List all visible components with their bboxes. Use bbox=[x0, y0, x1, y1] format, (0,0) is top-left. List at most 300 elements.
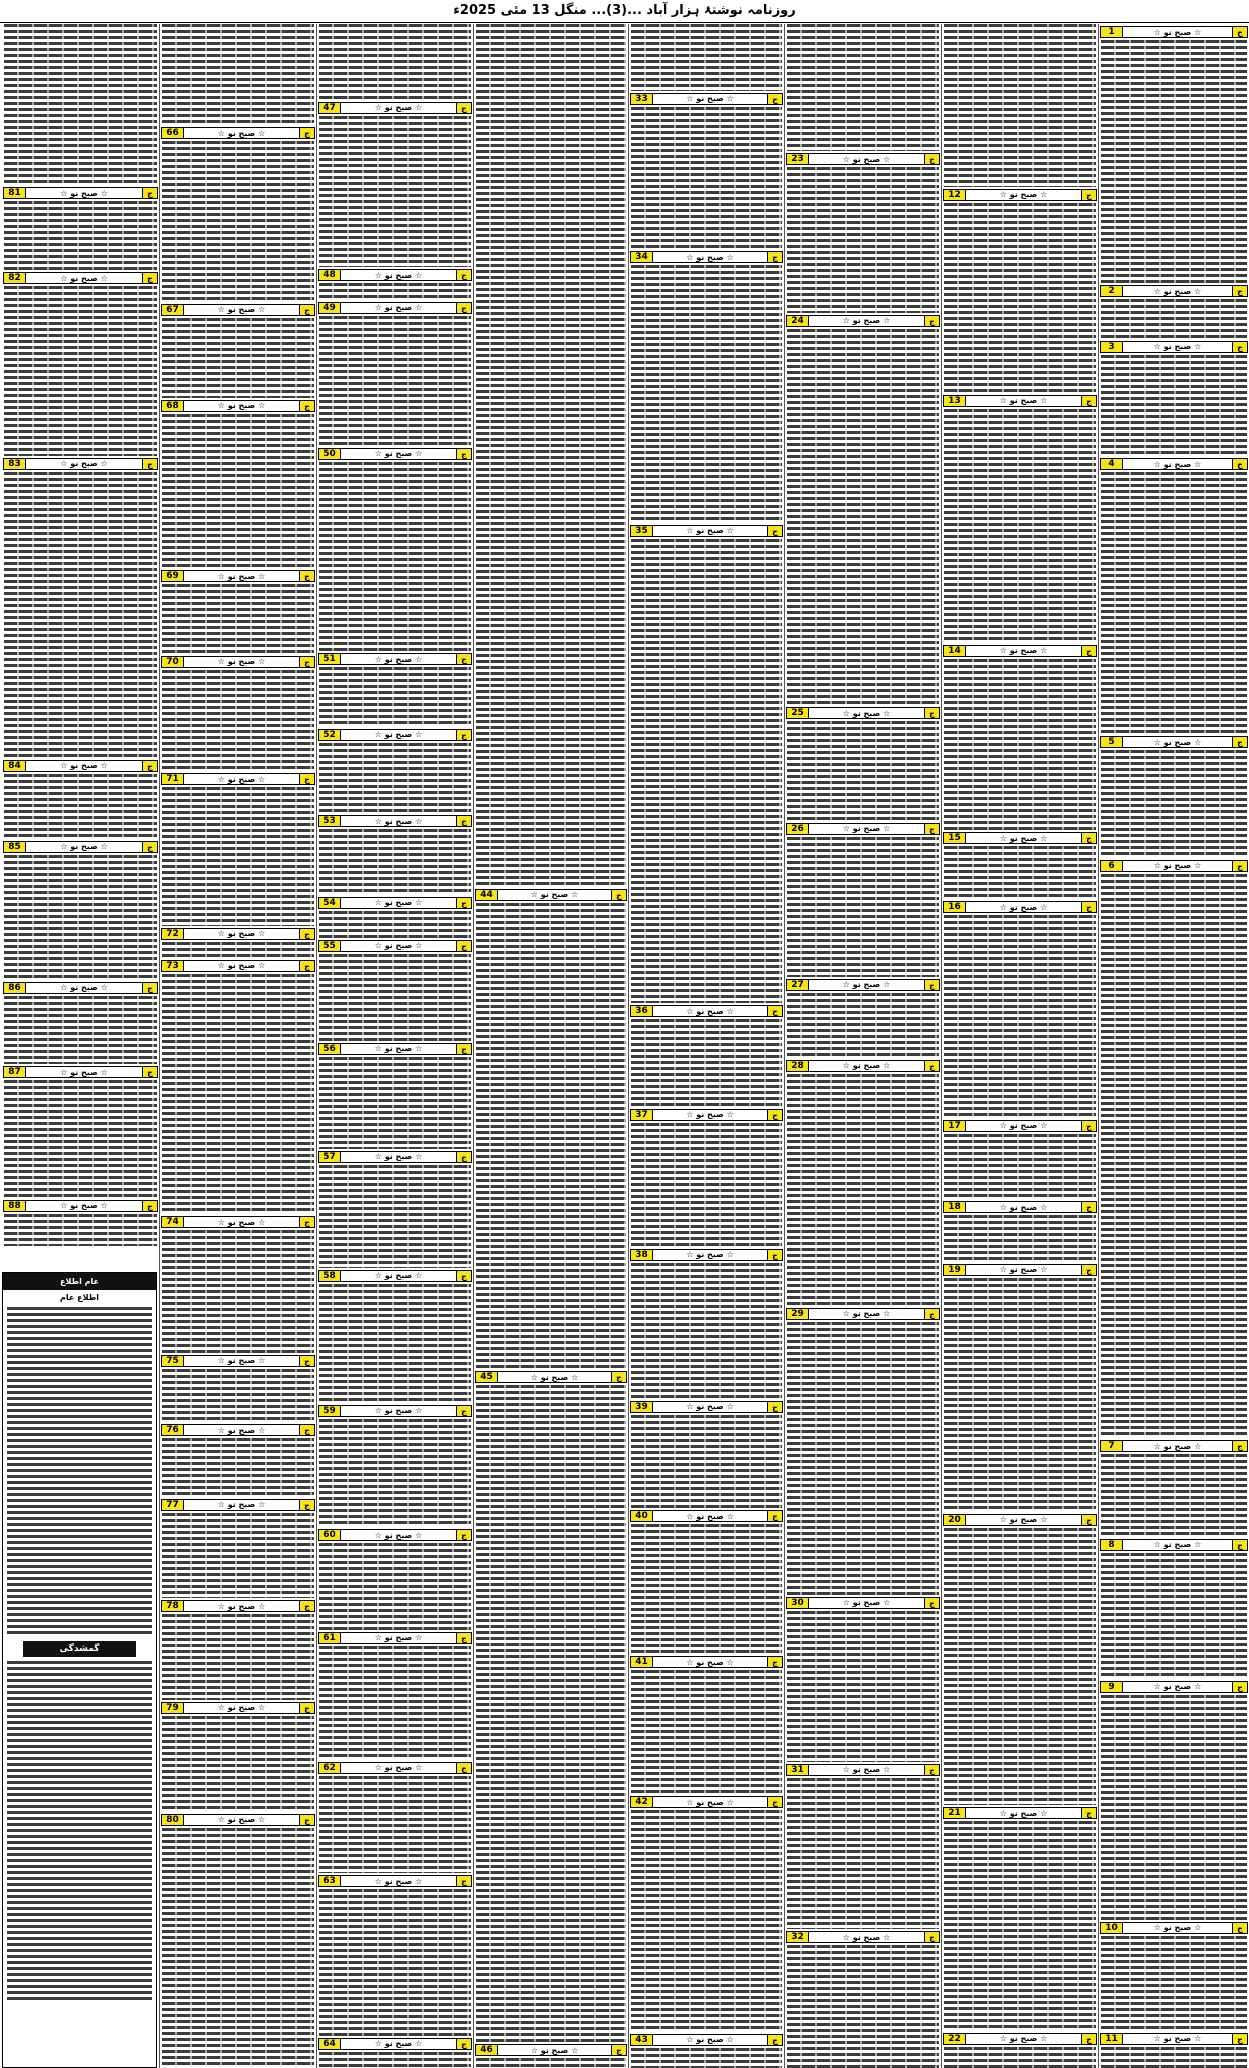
ad-title: عام اطلاع bbox=[3, 1273, 156, 1290]
item-number-badge: 53 bbox=[319, 816, 341, 826]
item-body-text bbox=[162, 1828, 314, 2068]
item-tag-badge: ج bbox=[456, 1633, 471, 1643]
news-item bbox=[160, 24, 316, 125]
item-brand-label: ☆ صبح نو ☆ bbox=[530, 890, 579, 900]
item-brand-label: ☆ صبح نو ☆ bbox=[842, 824, 891, 834]
item-brand-label: ☆ صبح نو ☆ bbox=[217, 401, 266, 411]
item-body-text bbox=[631, 107, 782, 249]
item-header bbox=[630, 1005, 783, 1017]
item-body-text bbox=[631, 1670, 782, 1794]
item-brand-label: ☆ صبح نو ☆ bbox=[686, 1657, 734, 1667]
item-tag-badge: ج bbox=[767, 252, 782, 262]
item-tag-badge: ج bbox=[456, 1406, 471, 1416]
item-number-badge: 67 bbox=[162, 305, 184, 315]
item-number-badge: 3 bbox=[1101, 342, 1123, 352]
item-number-badge: 58 bbox=[319, 1271, 341, 1281]
item-brand-label: ☆ صبح نو ☆ bbox=[374, 1271, 423, 1281]
item-number-badge: 25 bbox=[787, 708, 809, 718]
item-number-badge: 50 bbox=[319, 449, 341, 459]
item-body-text bbox=[944, 24, 1096, 187]
news-item bbox=[160, 958, 316, 1214]
news-item bbox=[160, 926, 316, 958]
item-header bbox=[943, 1120, 1097, 1132]
item-tag-badge: ج bbox=[299, 1601, 314, 1611]
news-item bbox=[942, 643, 1098, 831]
item-header bbox=[630, 2034, 783, 2046]
item-header bbox=[1100, 458, 1248, 470]
column-rule bbox=[941, 24, 942, 2068]
item-body-text bbox=[162, 1230, 314, 1353]
item-body-text bbox=[162, 318, 314, 398]
news-item bbox=[629, 1654, 784, 1794]
item-body-text bbox=[1101, 874, 1247, 1438]
item-number-badge: 41 bbox=[631, 1657, 653, 1667]
item-header bbox=[943, 645, 1097, 657]
item-tag-badge: ج bbox=[1232, 1682, 1247, 1692]
masthead-rule bbox=[0, 22, 1249, 23]
item-number-badge: 73 bbox=[162, 961, 184, 971]
column-rule bbox=[473, 24, 474, 2068]
item-brand-label: ☆ صبح نو ☆ bbox=[374, 1530, 423, 1540]
item-body-text bbox=[319, 2052, 471, 2068]
item-tag-badge: ج bbox=[767, 94, 782, 104]
news-item bbox=[785, 705, 941, 820]
item-brand-label: ☆ صبح نو ☆ bbox=[842, 1932, 891, 1942]
news-item bbox=[942, 1118, 1098, 1199]
item-body-text bbox=[787, 1074, 939, 1306]
column-rule bbox=[159, 24, 160, 2068]
news-item bbox=[629, 1247, 784, 1399]
item-tag-badge: ج bbox=[456, 654, 471, 664]
item-number-badge: 54 bbox=[319, 898, 341, 908]
item-brand-label: ☆ صبح نو ☆ bbox=[374, 1044, 423, 1054]
item-brand-label: ☆ صبح نو ☆ bbox=[374, 941, 423, 951]
item-body-text bbox=[319, 911, 471, 938]
item-number-badge: 82 bbox=[4, 273, 26, 283]
item-header bbox=[943, 832, 1097, 844]
item-brand-label: ☆ صبح نو ☆ bbox=[374, 816, 423, 826]
item-tag-badge: ج bbox=[924, 1061, 939, 1071]
item-tag-badge: ج bbox=[924, 316, 939, 326]
ad-lost-label: گمشدگی bbox=[23, 1641, 136, 1657]
item-header bbox=[161, 1702, 315, 1714]
item-header bbox=[318, 815, 472, 827]
item-tag-badge: ج bbox=[924, 1932, 939, 1942]
news-item bbox=[942, 2031, 1098, 2068]
item-tag-badge: ج bbox=[456, 1271, 471, 1281]
item-number-badge: 51 bbox=[319, 654, 341, 664]
item-number-badge: 5 bbox=[1101, 737, 1123, 747]
item-body-text bbox=[631, 1524, 782, 1654]
item-tag-badge: ج bbox=[1081, 902, 1096, 912]
item-brand-label: ☆ صبح نو ☆ bbox=[217, 774, 266, 784]
item-tag-badge: ج bbox=[456, 898, 471, 908]
item-header bbox=[1100, 1440, 1248, 1452]
item-number-badge: 76 bbox=[162, 1425, 184, 1435]
item-brand-label: ☆ صبح نو ☆ bbox=[374, 1876, 423, 1886]
item-tag-badge: ج bbox=[142, 188, 157, 198]
item-header bbox=[3, 1066, 158, 1078]
item-brand-label: ☆ صبح نو ☆ bbox=[686, 252, 734, 262]
item-number-badge: 60 bbox=[319, 1530, 341, 1540]
item-header bbox=[1100, 341, 1248, 353]
item-brand-label: ☆ صبح نو ☆ bbox=[1153, 27, 1202, 37]
item-body-text bbox=[1101, 750, 1247, 858]
item-brand-label: ☆ صبح نو ☆ bbox=[842, 1765, 891, 1775]
item-body-text bbox=[631, 1123, 782, 1247]
item-brand-label: ☆ صبح نو ☆ bbox=[374, 2039, 423, 2049]
item-brand-label: ☆ صبح نو ☆ bbox=[217, 1425, 266, 1435]
news-item bbox=[317, 1268, 473, 1403]
item-number-badge: 59 bbox=[319, 1406, 341, 1416]
item-body-text bbox=[162, 1513, 314, 1598]
item-body-text bbox=[1101, 1695, 1247, 1920]
item-brand-label: ☆ صبح نو ☆ bbox=[1153, 459, 1202, 469]
item-brand-label: ☆ صبح نو ☆ bbox=[842, 1309, 891, 1319]
item-body-text bbox=[162, 942, 314, 958]
item-body-text bbox=[476, 903, 626, 1370]
item-tag-badge: ج bbox=[456, 303, 471, 313]
item-tag-badge: ج bbox=[924, 1309, 939, 1319]
news-item bbox=[629, 1399, 784, 1509]
news-item bbox=[942, 899, 1098, 1118]
ad-body-text bbox=[7, 1307, 152, 1637]
item-body-text bbox=[944, 659, 1096, 831]
news-item bbox=[942, 1199, 1098, 1262]
item-brand-label: ☆ صبح نو ☆ bbox=[999, 1515, 1048, 1525]
item-header bbox=[161, 127, 315, 139]
item-tag-badge: ج bbox=[1081, 1202, 1096, 1212]
item-tag-badge: ج bbox=[1081, 646, 1096, 656]
news-item bbox=[2, 839, 159, 980]
item-header bbox=[786, 707, 940, 719]
item-body-text bbox=[787, 167, 939, 313]
item-tag-badge: ج bbox=[299, 1703, 314, 1713]
item-tag-badge: ج bbox=[767, 1006, 782, 1016]
item-header bbox=[161, 960, 315, 972]
item-tag-badge: ج bbox=[456, 1763, 471, 1773]
item-header bbox=[161, 1216, 315, 1228]
item-number-badge: 10 bbox=[1101, 1923, 1123, 1933]
item-body-text bbox=[162, 1438, 314, 1497]
item-tag-badge: ج bbox=[767, 1402, 782, 1412]
news-item bbox=[160, 1598, 316, 1699]
item-header bbox=[161, 773, 315, 785]
item-body-text bbox=[319, 1165, 471, 1268]
news-item bbox=[317, 1873, 473, 2035]
item-body-text bbox=[319, 667, 471, 727]
news-column-1 bbox=[1099, 24, 1249, 2068]
item-body-text bbox=[4, 24, 157, 185]
item-number-badge: 62 bbox=[319, 1763, 341, 1773]
item-number-badge: 30 bbox=[787, 1598, 809, 1608]
item-tag-badge: ج bbox=[924, 1598, 939, 1608]
item-header bbox=[161, 304, 315, 316]
item-tag-badge: ج bbox=[767, 1250, 782, 1260]
item-tag-badge: ج bbox=[142, 1201, 157, 1211]
item-number-badge: 12 bbox=[944, 190, 966, 200]
item-number-badge: 17 bbox=[944, 1121, 966, 1131]
item-body-text bbox=[787, 1778, 939, 1929]
item-tag-badge: ج bbox=[299, 1356, 314, 1366]
item-tag-badge: ج bbox=[456, 103, 471, 113]
item-tag-badge: ج bbox=[1232, 1923, 1247, 1933]
item-number-badge: 77 bbox=[162, 1500, 184, 1510]
item-body-text bbox=[319, 1776, 471, 1874]
item-brand-label: ☆ صبح نو ☆ bbox=[374, 303, 423, 313]
item-tag-badge: ج bbox=[924, 824, 939, 834]
item-brand-label: ☆ صبح نو ☆ bbox=[374, 1763, 423, 1773]
news-item bbox=[160, 771, 316, 926]
news-item bbox=[785, 821, 941, 977]
news-column-2 bbox=[942, 24, 1098, 2068]
news-item bbox=[942, 24, 1098, 187]
item-tag-badge: ج bbox=[1081, 1808, 1096, 1818]
item-number-badge: 7 bbox=[1101, 1441, 1123, 1451]
item-number-badge: 81 bbox=[4, 188, 26, 198]
item-header bbox=[3, 187, 158, 199]
item-header bbox=[318, 302, 472, 314]
item-header bbox=[3, 760, 158, 772]
item-body-text bbox=[162, 414, 314, 569]
item-tag-badge: ج bbox=[456, 816, 471, 826]
item-brand-label: ☆ صبح نو ☆ bbox=[217, 657, 266, 667]
news-item bbox=[1099, 1537, 1249, 1679]
news-item bbox=[160, 568, 316, 653]
item-number-badge: 16 bbox=[944, 902, 966, 912]
item-brand-label: ☆ صبح نو ☆ bbox=[1153, 1923, 1202, 1933]
item-header bbox=[318, 1529, 472, 1541]
item-tag-badge: ج bbox=[924, 1765, 939, 1775]
item-brand-label: ☆ صبح نو ☆ bbox=[217, 1356, 266, 1366]
item-body-text bbox=[4, 774, 157, 839]
item-brand-label: ☆ صبح نو ☆ bbox=[60, 842, 108, 852]
item-body-text bbox=[944, 1528, 1096, 1806]
news-item bbox=[317, 1403, 473, 1527]
item-number-badge: 56 bbox=[319, 1044, 341, 1054]
news-item bbox=[629, 1508, 784, 1654]
news-item bbox=[160, 1214, 316, 1353]
item-brand-label: ☆ صبح نو ☆ bbox=[374, 449, 423, 459]
news-item bbox=[785, 1306, 941, 1595]
item-body-text bbox=[631, 2048, 782, 2068]
news-item bbox=[160, 1700, 316, 1812]
item-tag-badge: ج bbox=[142, 761, 157, 771]
item-tag-badge: ج bbox=[1081, 1515, 1096, 1525]
item-brand-label: ☆ صبح نو ☆ bbox=[999, 2034, 1048, 2043]
news-column-4 bbox=[629, 24, 784, 2068]
item-tag-badge: ج bbox=[299, 961, 314, 971]
news-item bbox=[785, 1595, 941, 1762]
item-brand-label: ☆ صبح نو ☆ bbox=[842, 316, 891, 326]
item-body-text bbox=[319, 462, 471, 651]
news-item bbox=[629, 249, 784, 523]
news-item bbox=[2, 980, 159, 1065]
item-number-badge: 13 bbox=[944, 396, 966, 406]
item-tag-badge: ج bbox=[611, 2045, 626, 2055]
item-brand-label: ☆ صبح نو ☆ bbox=[999, 646, 1048, 656]
item-tag-badge: ج bbox=[1081, 1265, 1096, 1275]
item-tag-badge: ج bbox=[767, 1797, 782, 1807]
item-brand-label: ☆ صبح نو ☆ bbox=[999, 833, 1048, 843]
news-item bbox=[474, 887, 628, 1370]
item-brand-label: ☆ صبح نو ☆ bbox=[374, 1633, 423, 1643]
item-brand-label: ☆ صبح نو ☆ bbox=[60, 459, 108, 469]
item-tag-badge: ج bbox=[456, 730, 471, 740]
news-item bbox=[1099, 1438, 1249, 1537]
item-body-text bbox=[319, 1284, 471, 1403]
item-header bbox=[318, 1151, 472, 1163]
item-number-badge: 49 bbox=[319, 303, 341, 313]
item-number-badge: 29 bbox=[787, 1309, 809, 1319]
item-tag-badge: ج bbox=[1232, 459, 1247, 469]
news-item bbox=[317, 2036, 473, 2068]
news-item bbox=[785, 24, 941, 151]
item-body-text bbox=[1101, 2047, 1247, 2068]
item-header bbox=[943, 1201, 1097, 1213]
item-header bbox=[786, 153, 940, 165]
item-brand-label: ☆ صبح نو ☆ bbox=[217, 305, 266, 315]
item-body-text bbox=[944, 915, 1096, 1118]
item-body-text bbox=[787, 721, 939, 820]
item-tag-badge: ج bbox=[456, 1044, 471, 1054]
item-number-badge: 43 bbox=[631, 2035, 653, 2045]
news-item bbox=[785, 1058, 941, 1306]
item-header bbox=[1100, 26, 1248, 38]
item-brand-label: ☆ صبح نو ☆ bbox=[1153, 286, 1202, 296]
item-tag-badge: ج bbox=[767, 1657, 782, 1667]
item-header bbox=[943, 901, 1097, 913]
news-item bbox=[629, 24, 784, 91]
news-item bbox=[1099, 1920, 1249, 2031]
item-brand-label: ☆ صبح نو ☆ bbox=[374, 1152, 423, 1162]
item-body-text bbox=[787, 24, 939, 151]
item-header bbox=[630, 93, 783, 105]
item-header bbox=[786, 1060, 940, 1072]
item-number-badge: 4 bbox=[1101, 459, 1123, 469]
item-brand-label: ☆ صبح نو ☆ bbox=[686, 2035, 734, 2045]
item-tag-badge: ج bbox=[1081, 396, 1096, 406]
item-number-badge: 44 bbox=[476, 890, 498, 900]
item-number-badge: 52 bbox=[319, 730, 341, 740]
item-body-text bbox=[787, 837, 939, 977]
item-brand-label: ☆ صبح نو ☆ bbox=[60, 188, 108, 198]
item-tag-badge: ج bbox=[1232, 861, 1247, 871]
item-brand-label: ☆ صبح نو ☆ bbox=[999, 190, 1048, 200]
item-tag-badge: ج bbox=[1232, 286, 1247, 296]
item-body-text bbox=[4, 1080, 157, 1197]
item-header bbox=[786, 979, 940, 991]
item-header bbox=[943, 1264, 1097, 1276]
item-tag-badge: ج bbox=[299, 571, 314, 581]
item-body-text bbox=[476, 1385, 626, 2042]
item-body-text bbox=[631, 1810, 782, 2031]
news-item bbox=[1099, 2031, 1249, 2068]
news-column-3 bbox=[785, 24, 941, 2068]
item-header bbox=[1100, 860, 1248, 872]
column-rule bbox=[1098, 24, 1099, 2068]
item-number-badge: 79 bbox=[162, 1703, 184, 1713]
item-number-badge: 6 bbox=[1101, 861, 1123, 871]
news-item bbox=[160, 302, 316, 398]
item-brand-label: ☆ صبح نو ☆ bbox=[842, 980, 891, 990]
item-body-text bbox=[319, 829, 471, 894]
item-number-badge: 8 bbox=[1101, 1540, 1123, 1550]
item-tag-badge: ج bbox=[142, 273, 157, 283]
item-brand-label: ☆ صبح نو ☆ bbox=[1153, 861, 1202, 871]
columns-container bbox=[0, 24, 1249, 2068]
item-body-text bbox=[319, 1419, 471, 1527]
item-body-text bbox=[162, 1716, 314, 1812]
item-tag-badge: ج bbox=[456, 449, 471, 459]
item-header bbox=[943, 1514, 1097, 1526]
item-brand-label: ☆ صبح نو ☆ bbox=[374, 1406, 423, 1416]
item-brand-label: ☆ صبح نو ☆ bbox=[1153, 1441, 1202, 1451]
item-tag-badge: ج bbox=[456, 1152, 471, 1162]
news-item bbox=[1099, 24, 1249, 283]
news-item bbox=[160, 1497, 316, 1598]
item-brand-label: ☆ صبح نو ☆ bbox=[1153, 2034, 1202, 2044]
news-item bbox=[785, 151, 941, 313]
item-header bbox=[161, 570, 315, 582]
item-brand-label: ☆ صبح نو ☆ bbox=[217, 128, 266, 138]
item-brand-label: ☆ صبح نو ☆ bbox=[60, 273, 108, 283]
item-tag-badge: ج bbox=[611, 890, 626, 900]
news-item bbox=[474, 24, 628, 887]
item-header bbox=[630, 1510, 783, 1522]
item-body-text bbox=[4, 286, 157, 456]
item-number-badge: 75 bbox=[162, 1356, 184, 1366]
item-number-badge: 55 bbox=[319, 941, 341, 951]
item-brand-label: ☆ صبح نو ☆ bbox=[686, 1511, 734, 1521]
item-brand-label: ☆ صبح نو ☆ bbox=[60, 1201, 108, 1211]
item-body-text bbox=[4, 472, 157, 758]
news-item bbox=[942, 830, 1098, 899]
item-brand-label: ☆ صبح نو ☆ bbox=[686, 1110, 734, 1120]
news-item bbox=[160, 654, 316, 771]
item-tag-badge: ج bbox=[456, 941, 471, 951]
item-body-text bbox=[319, 954, 471, 1041]
item-body-text bbox=[319, 24, 471, 100]
item-body-text bbox=[162, 584, 314, 653]
item-body-text bbox=[1101, 1553, 1247, 1679]
item-body-text bbox=[4, 996, 157, 1065]
news-item bbox=[317, 1149, 473, 1268]
item-brand-label: ☆ صبح نو ☆ bbox=[1153, 737, 1202, 747]
item-header bbox=[3, 272, 158, 284]
item-body-text bbox=[1101, 40, 1247, 283]
item-number-badge: 61 bbox=[319, 1633, 341, 1643]
item-tag-badge: ج bbox=[299, 1500, 314, 1510]
item-number-badge: 46 bbox=[476, 2045, 498, 2055]
item-body-text bbox=[787, 993, 939, 1058]
item-header bbox=[786, 315, 940, 327]
news-item bbox=[160, 1812, 316, 2068]
item-number-badge: 19 bbox=[944, 1265, 966, 1275]
item-tag-badge: ج bbox=[299, 305, 314, 315]
news-column-5 bbox=[474, 24, 628, 2068]
item-brand-label: ☆ صبح نو ☆ bbox=[60, 1067, 108, 1077]
item-brand-label: ☆ صبح نو ☆ bbox=[374, 898, 423, 908]
news-item bbox=[785, 977, 941, 1058]
news-item bbox=[317, 100, 473, 268]
item-header bbox=[318, 102, 472, 114]
item-number-badge: 80 bbox=[162, 1815, 184, 1825]
news-item bbox=[942, 393, 1098, 643]
item-body-text bbox=[1101, 472, 1247, 734]
item-number-badge: 18 bbox=[944, 1202, 966, 1212]
item-tag-badge: ج bbox=[299, 774, 314, 784]
